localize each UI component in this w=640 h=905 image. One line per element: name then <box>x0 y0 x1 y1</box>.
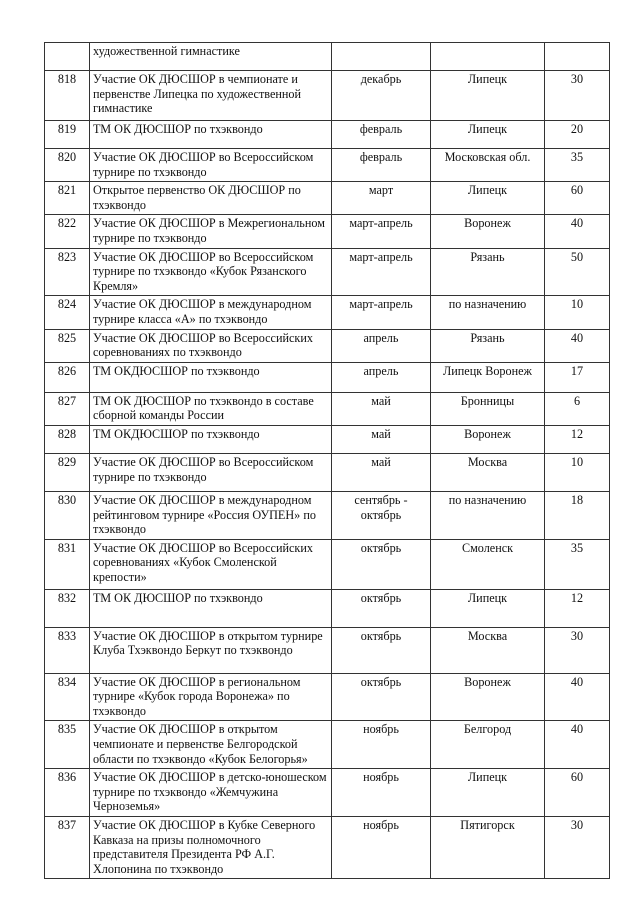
participants-count-cell: 10 <box>545 453 610 491</box>
row-number-cell: 827 <box>45 392 90 425</box>
table-row <box>45 43 610 71</box>
event-place-cell: Липецк <box>431 589 545 627</box>
participants-count-cell: 40 <box>545 215 610 248</box>
table-row <box>45 362 610 392</box>
row-number-cell: 836 <box>45 769 90 817</box>
event-date-cell: апрель <box>332 362 431 392</box>
participants-count-cell: 12 <box>545 425 610 453</box>
participants-count-cell: 30 <box>545 817 610 879</box>
participants-count-cell: 30 <box>545 627 610 673</box>
event-place-cell: Липецк <box>431 71 545 121</box>
event-place-cell: Московская обл. <box>431 149 545 182</box>
event-place-cell: Москва <box>431 627 545 673</box>
participants-count-cell: 40 <box>545 673 610 721</box>
event-place-cell: Липецк <box>431 769 545 817</box>
event-name-cell: Участие ОК ДЮСШОР в открытом турнире Клуба Тхэквондо Беркут по тхэквондо <box>90 627 332 673</box>
table-row <box>45 248 610 296</box>
event-place-cell: Белгород <box>431 721 545 769</box>
event-place-cell: Липецк <box>431 182 545 215</box>
event-date-cell: март-апрель <box>332 248 431 296</box>
participants-count-cell: 20 <box>545 121 610 149</box>
event-place-cell: Липецк Воронеж <box>431 362 545 392</box>
event-name-cell: Открытое первенство ОК ДЮСШОР по тхэквондо <box>90 182 332 215</box>
event-name-cell: ТМ ОК ДЮСШОР по тхэквондо <box>90 589 332 627</box>
row-number-cell <box>45 43 90 71</box>
event-name-cell: Участие ОК ДЮСШОР в международном турнире класса «А» по тхэквондо <box>90 296 332 329</box>
row-number-cell: 834 <box>45 673 90 721</box>
event-date-cell: ноябрь <box>332 769 431 817</box>
row-number-cell: 831 <box>45 539 90 589</box>
row-number-cell: 825 <box>45 329 90 362</box>
row-number-cell: 824 <box>45 296 90 329</box>
table-row <box>45 627 610 673</box>
table-row <box>45 182 610 215</box>
event-date-cell: май <box>332 392 431 425</box>
table-row <box>45 769 610 817</box>
event-date-cell: февраль <box>332 149 431 182</box>
event-date-cell: май <box>332 453 431 491</box>
event-place-cell: Воронеж <box>431 215 545 248</box>
event-name-cell: Участие ОК ДЮСШОР в Кубке Северного Кавказа на призы полномочного представителя Президента РФ А.Г. Хлопонина по тхэквондо <box>90 817 332 879</box>
events-table <box>44 42 610 879</box>
row-number-cell: 830 <box>45 491 90 539</box>
event-date-cell: ноябрь <box>332 721 431 769</box>
row-number-cell: 826 <box>45 362 90 392</box>
event-name-cell: ТМ ОКДЮСШОР по тхэквондо <box>90 425 332 453</box>
participants-count-cell: 18 <box>545 491 610 539</box>
participants-count-cell: 17 <box>545 362 610 392</box>
row-number-cell: 829 <box>45 453 90 491</box>
event-place-cell: Москва <box>431 453 545 491</box>
row-number-cell: 832 <box>45 589 90 627</box>
table-row <box>45 121 610 149</box>
table-row <box>45 392 610 425</box>
table-row <box>45 296 610 329</box>
event-place-cell: по назначению <box>431 296 545 329</box>
participants-count-cell: 12 <box>545 589 610 627</box>
table-row <box>45 71 610 121</box>
events-table-body <box>45 43 610 879</box>
participants-count-cell: 60 <box>545 769 610 817</box>
table-row <box>45 721 610 769</box>
event-date-cell: октябрь <box>332 627 431 673</box>
event-name-cell: художественной гимнастике <box>90 43 332 71</box>
row-number-cell: 818 <box>45 71 90 121</box>
event-place-cell: по назначению <box>431 491 545 539</box>
row-number-cell: 820 <box>45 149 90 182</box>
participants-count-cell: 50 <box>545 248 610 296</box>
participants-count-cell: 10 <box>545 296 610 329</box>
event-place-cell: Бронницы <box>431 392 545 425</box>
table-row <box>45 149 610 182</box>
event-place-cell: Рязань <box>431 329 545 362</box>
table-row <box>45 491 610 539</box>
participants-count-cell: 60 <box>545 182 610 215</box>
row-number-cell: 822 <box>45 215 90 248</box>
event-place-cell: Липецк <box>431 121 545 149</box>
event-name-cell: Участие ОК ДЮСШОР в детско-юношеском турнире по тхэквондо «Жемчужина Черноземья» <box>90 769 332 817</box>
event-date-cell: октябрь <box>332 539 431 589</box>
event-name-cell: Участие ОК ДЮСШОР во Всероссийских соревнованиях по тхэквондо <box>90 329 332 362</box>
table-row <box>45 453 610 491</box>
table-row <box>45 589 610 627</box>
event-date-cell: сентябрь - октябрь <box>332 491 431 539</box>
event-place-cell: Рязань <box>431 248 545 296</box>
event-name-cell: ТМ ОК ДЮСШОР по тхэквондо <box>90 121 332 149</box>
event-name-cell: Участие ОК ДЮСШОР в чемпионате и первенстве Липецка по художественной гимнастике <box>90 71 332 121</box>
participants-count-cell: 40 <box>545 721 610 769</box>
event-name-cell: Участие ОК ДЮСШОР в Межрегиональном турнире по тхэквондо <box>90 215 332 248</box>
event-date-cell: март <box>332 182 431 215</box>
table-row <box>45 817 610 879</box>
event-place-cell: Смоленск <box>431 539 545 589</box>
table-row <box>45 329 610 362</box>
table-row <box>45 215 610 248</box>
event-place-cell <box>431 43 545 71</box>
participants-count-cell: 35 <box>545 149 610 182</box>
event-date-cell: май <box>332 425 431 453</box>
row-number-cell: 828 <box>45 425 90 453</box>
event-name-cell: Участие ОК ДЮСШОР в международном рейтинговом турнире «Россия ОУПЕН» по тхэквондо <box>90 491 332 539</box>
participants-count-cell: 30 <box>545 71 610 121</box>
participants-count-cell: 6 <box>545 392 610 425</box>
participants-count-cell: 40 <box>545 329 610 362</box>
participants-count-cell <box>545 43 610 71</box>
event-name-cell: Участие ОК ДЮСШОР в открытом чемпионате и первенстве Белгородской области по тхэквондо «Кубок Белогорья» <box>90 721 332 769</box>
row-number-cell: 821 <box>45 182 90 215</box>
event-name-cell: ТМ ОК ДЮСШОР по тхэквондо в составе сборной команды России <box>90 392 332 425</box>
table-row <box>45 425 610 453</box>
event-place-cell: Пятигорск <box>431 817 545 879</box>
event-date-cell: октябрь <box>332 589 431 627</box>
row-number-cell: 833 <box>45 627 90 673</box>
row-number-cell: 823 <box>45 248 90 296</box>
event-name-cell: Участие ОК ДЮСШОР во Всероссийском турнире по тхэквондо «Кубок Рязанского Кремля» <box>90 248 332 296</box>
event-date-cell: март-апрель <box>332 215 431 248</box>
event-place-cell: Воронеж <box>431 673 545 721</box>
event-date-cell: март-апрель <box>332 296 431 329</box>
event-date-cell: октябрь <box>332 673 431 721</box>
event-name-cell: Участие ОК ДЮСШОР во Всероссийском турнире по тхэквондо <box>90 453 332 491</box>
event-date-cell: ноябрь <box>332 817 431 879</box>
event-date-cell <box>332 43 431 71</box>
event-name-cell: ТМ ОКДЮСШОР по тхэквондо <box>90 362 332 392</box>
event-name-cell: Участие ОК ДЮСШОР во Всероссийском турнире по тхэквондо <box>90 149 332 182</box>
event-date-cell: декабрь <box>332 71 431 121</box>
event-date-cell: февраль <box>332 121 431 149</box>
event-name-cell: Участие ОК ДЮСШОР в региональном турнире «Кубок города Воронежа» по тхэквондо <box>90 673 332 721</box>
table-row <box>45 673 610 721</box>
event-date-cell: апрель <box>332 329 431 362</box>
row-number-cell: 837 <box>45 817 90 879</box>
row-number-cell: 819 <box>45 121 90 149</box>
participants-count-cell: 35 <box>545 539 610 589</box>
event-place-cell: Воронеж <box>431 425 545 453</box>
table-row <box>45 539 610 589</box>
event-name-cell: Участие ОК ДЮСШОР во Всероссийских соревнованиях «Кубок Смоленской крепости» <box>90 539 332 589</box>
row-number-cell: 835 <box>45 721 90 769</box>
